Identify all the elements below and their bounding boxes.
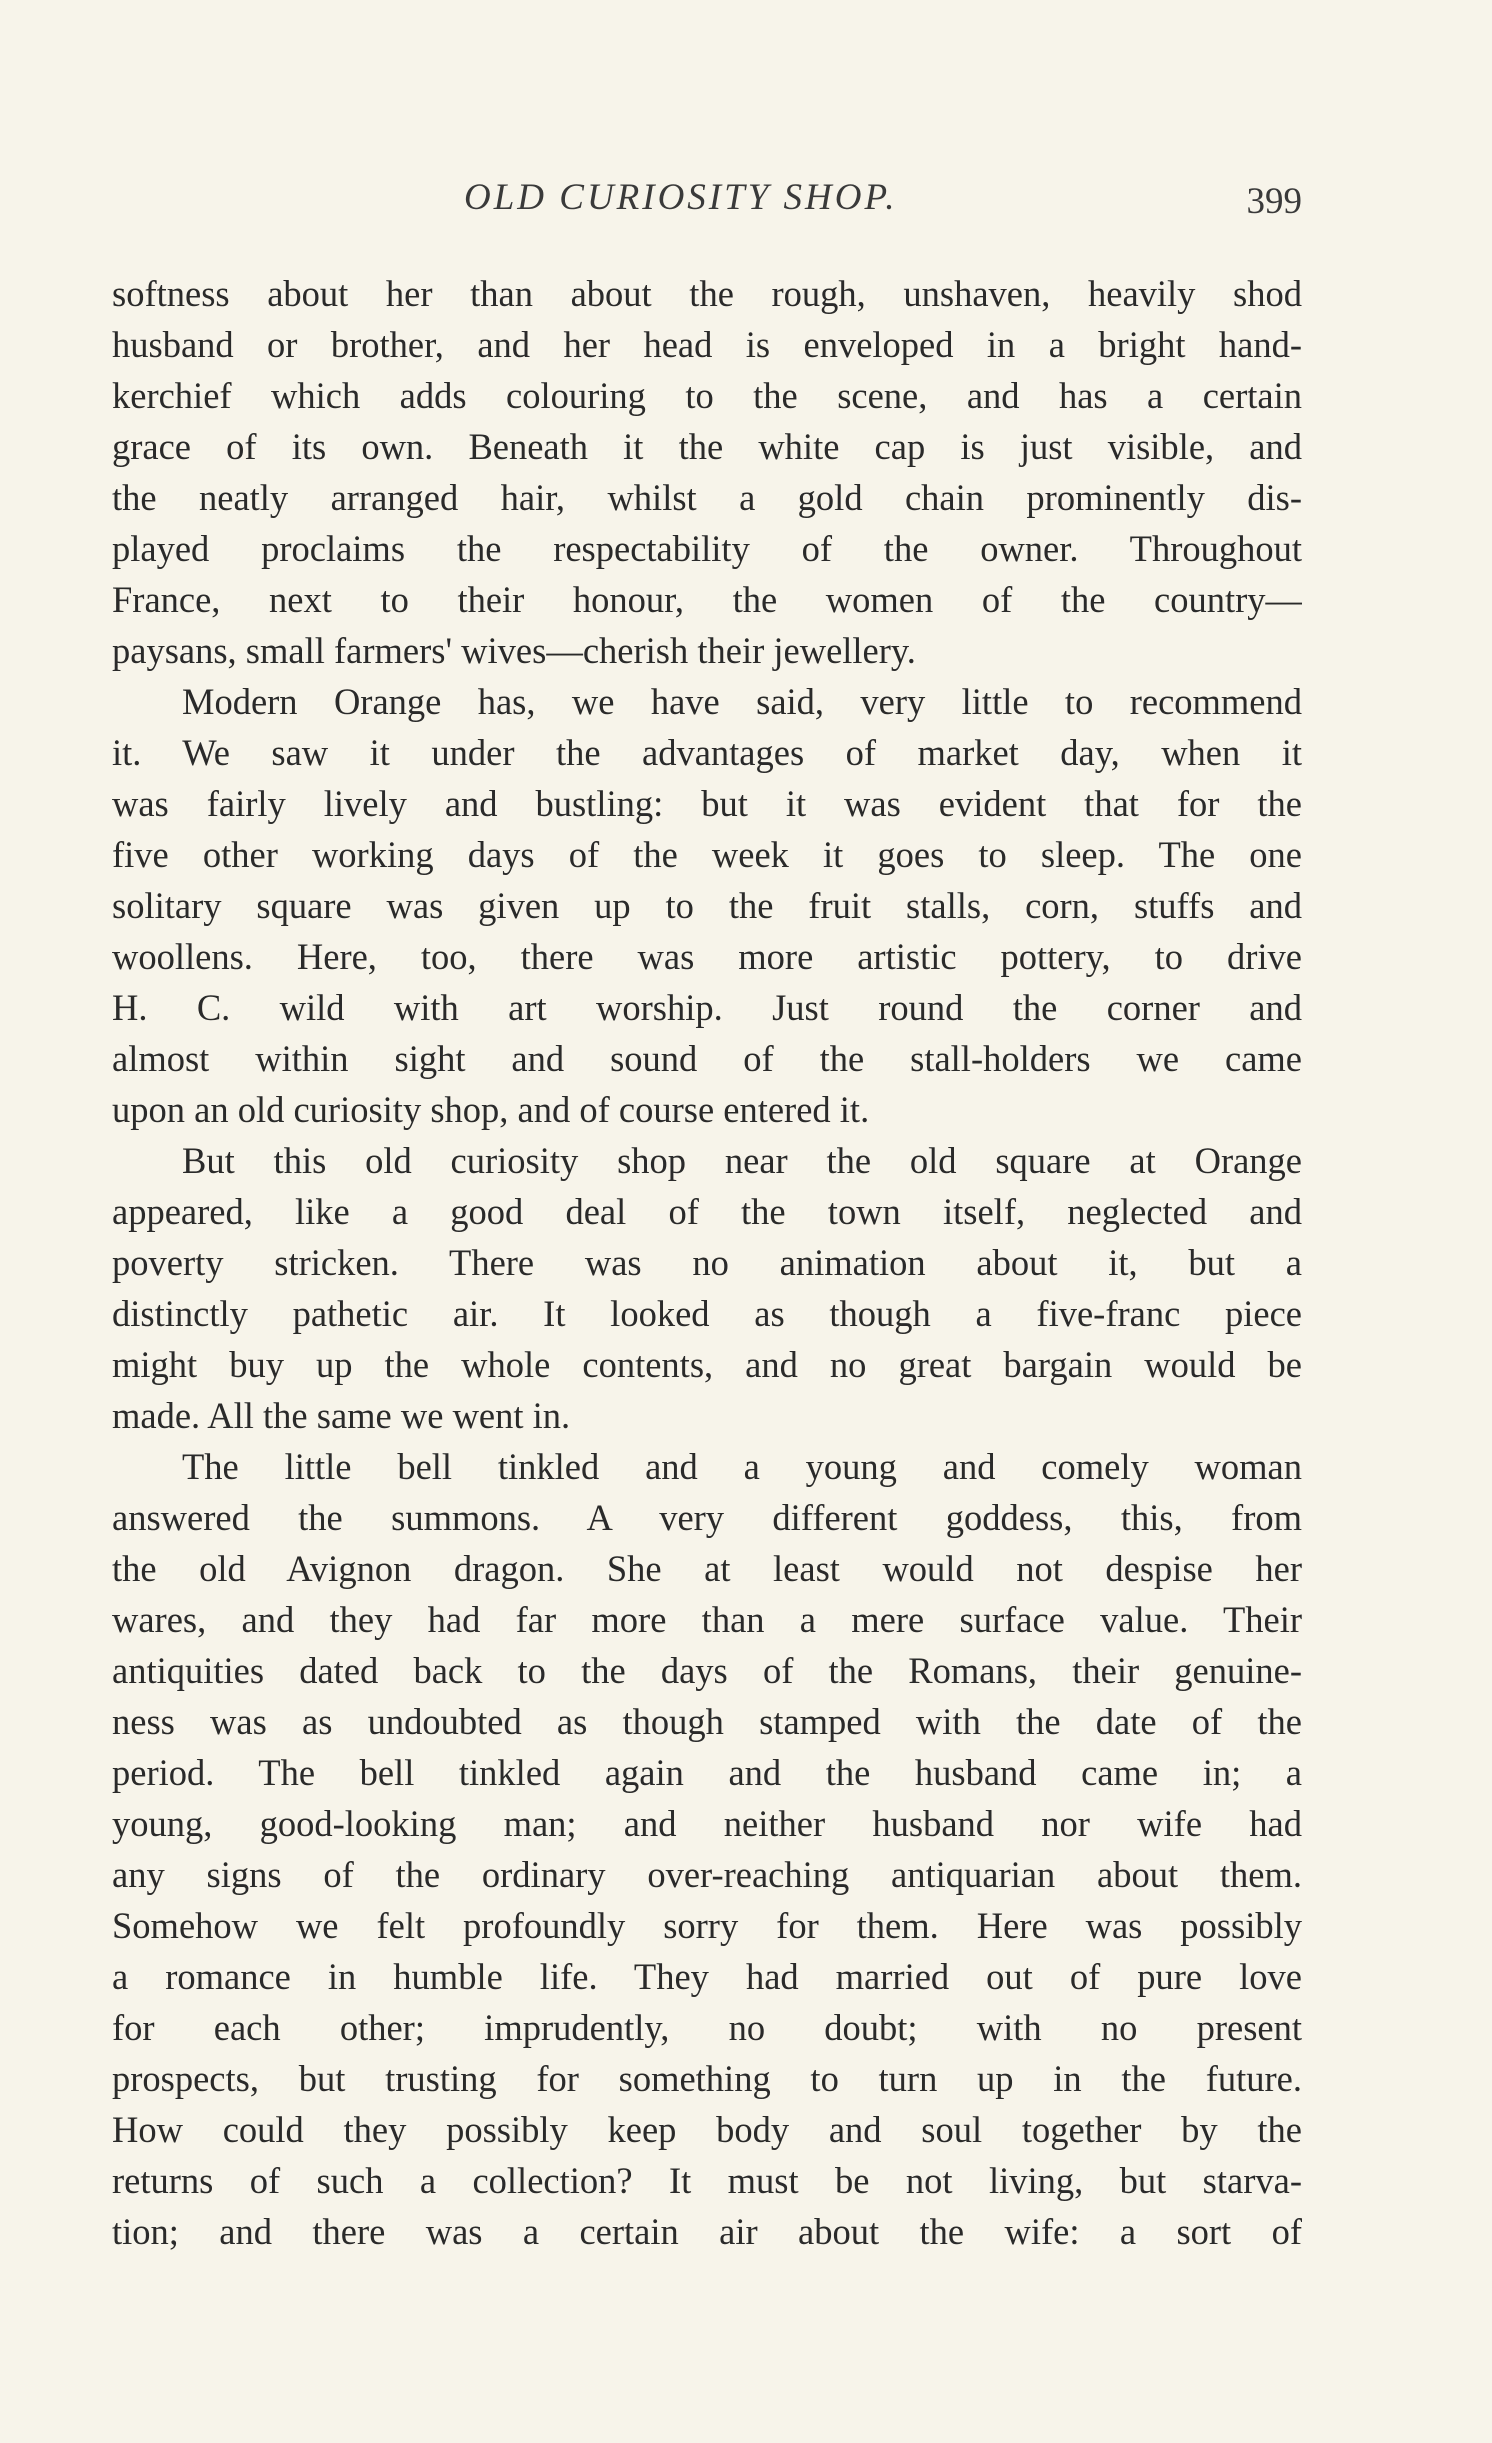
- text-line: ness was as undoubted as though stamped with the date of the: [112, 1701, 1302, 1742]
- text-line: husband or brother, and her head is enveloped in a bright hand-: [112, 324, 1302, 365]
- text-line: tion; and there was a certain air about the wife: a sort of: [112, 2211, 1302, 2252]
- text-line: solitary square was given up to the fruit stalls, corn, stuffs and: [112, 885, 1302, 926]
- text-line: a romance in humble life. They had married out of pure love: [112, 1956, 1302, 1997]
- text-line: it. We saw it under the advantages of market day, when it: [112, 732, 1302, 773]
- text-line: How could they possibly keep body and soul together by the: [112, 2109, 1302, 2150]
- paragraph-end-line: upon an old curiosity shop, and of course entered it.: [112, 1089, 870, 1130]
- text-line: almost within sight and sound of the stall-holders we came: [112, 1038, 1302, 1079]
- paragraph-end-line: paysans, small farmers' wives—cherish their jewellery.: [112, 630, 916, 671]
- page-number: 399: [1246, 181, 1302, 222]
- text-line: woollens. Here, too, there was more artistic pottery, to drive: [112, 936, 1302, 977]
- text-line: poverty stricken. There was no animation about it, but a: [112, 1242, 1302, 1283]
- paragraph-start-line: Modern Orange has, we have said, very little to recommend: [182, 681, 1302, 722]
- running-head: [112, 176, 1302, 236]
- text-line: period. The bell tinkled again and the husband came in; a: [112, 1752, 1302, 1793]
- text-line: young, good-looking man; and neither husband nor wife had: [112, 1803, 1302, 1844]
- text-line: wares, and they had far more than a mere surface value. Their: [112, 1599, 1302, 1640]
- text-line: was fairly lively and bustling: but it was evident that for the: [112, 783, 1302, 824]
- text-line: France, next to their honour, the women of the country—: [112, 579, 1302, 620]
- text-line: the old Avignon dragon. She at least would not despise her: [112, 1548, 1302, 1589]
- text-line: returns of such a collection? It must be not living, but starva-: [112, 2160, 1302, 2201]
- text-line: prospects, but trusting for something to turn up in the future.: [112, 2058, 1302, 2099]
- text-line: antiquities dated back to the days of the Romans, their genuine-: [112, 1650, 1302, 1691]
- paragraph-end-line: made. All the same we went in.: [112, 1395, 571, 1436]
- text-line: H. C. wild with art worship. Just round the corner and: [112, 987, 1302, 1028]
- text-line: might buy up the whole contents, and no great bargain would be: [112, 1344, 1302, 1385]
- text-line: distinctly pathetic air. It looked as though a five-franc piece: [112, 1293, 1302, 1334]
- text-line: kerchief which adds colouring to the scene, and has a certain: [112, 375, 1302, 416]
- body-text: [112, 268, 1302, 2257]
- text-line: softness about her than about the rough, unshaven, heavily shod: [112, 273, 1302, 314]
- text-line: answered the summons. A very different goddess, this, from: [112, 1497, 1302, 1538]
- text-line: played proclaims the respectability of the owner. Throughout: [112, 528, 1302, 569]
- text-line: Somehow we felt profoundly sorry for them. Here was possibly: [112, 1905, 1302, 1946]
- paragraph-start-line: But this old curiosity shop near the old square at Orange: [182, 1140, 1302, 1181]
- text-line: for each other; imprudently, no doubt; with no present: [112, 2007, 1302, 2048]
- text-line: grace of its own. Beneath it the white cap is just visible, and: [112, 426, 1302, 467]
- paragraph-start-line: The little bell tinkled and a young and comely woman: [182, 1446, 1302, 1487]
- running-title: OLD CURIOSITY SHOP.: [464, 177, 898, 218]
- text-line: any signs of the ordinary over-reaching antiquarian about them.: [112, 1854, 1302, 1895]
- text-line: five other working days of the week it goes to sleep. The one: [112, 834, 1302, 875]
- text-line: appeared, like a good deal of the town itself, neglected and: [112, 1191, 1302, 1232]
- text-line: the neatly arranged hair, whilst a gold chain prominently dis-: [112, 477, 1302, 518]
